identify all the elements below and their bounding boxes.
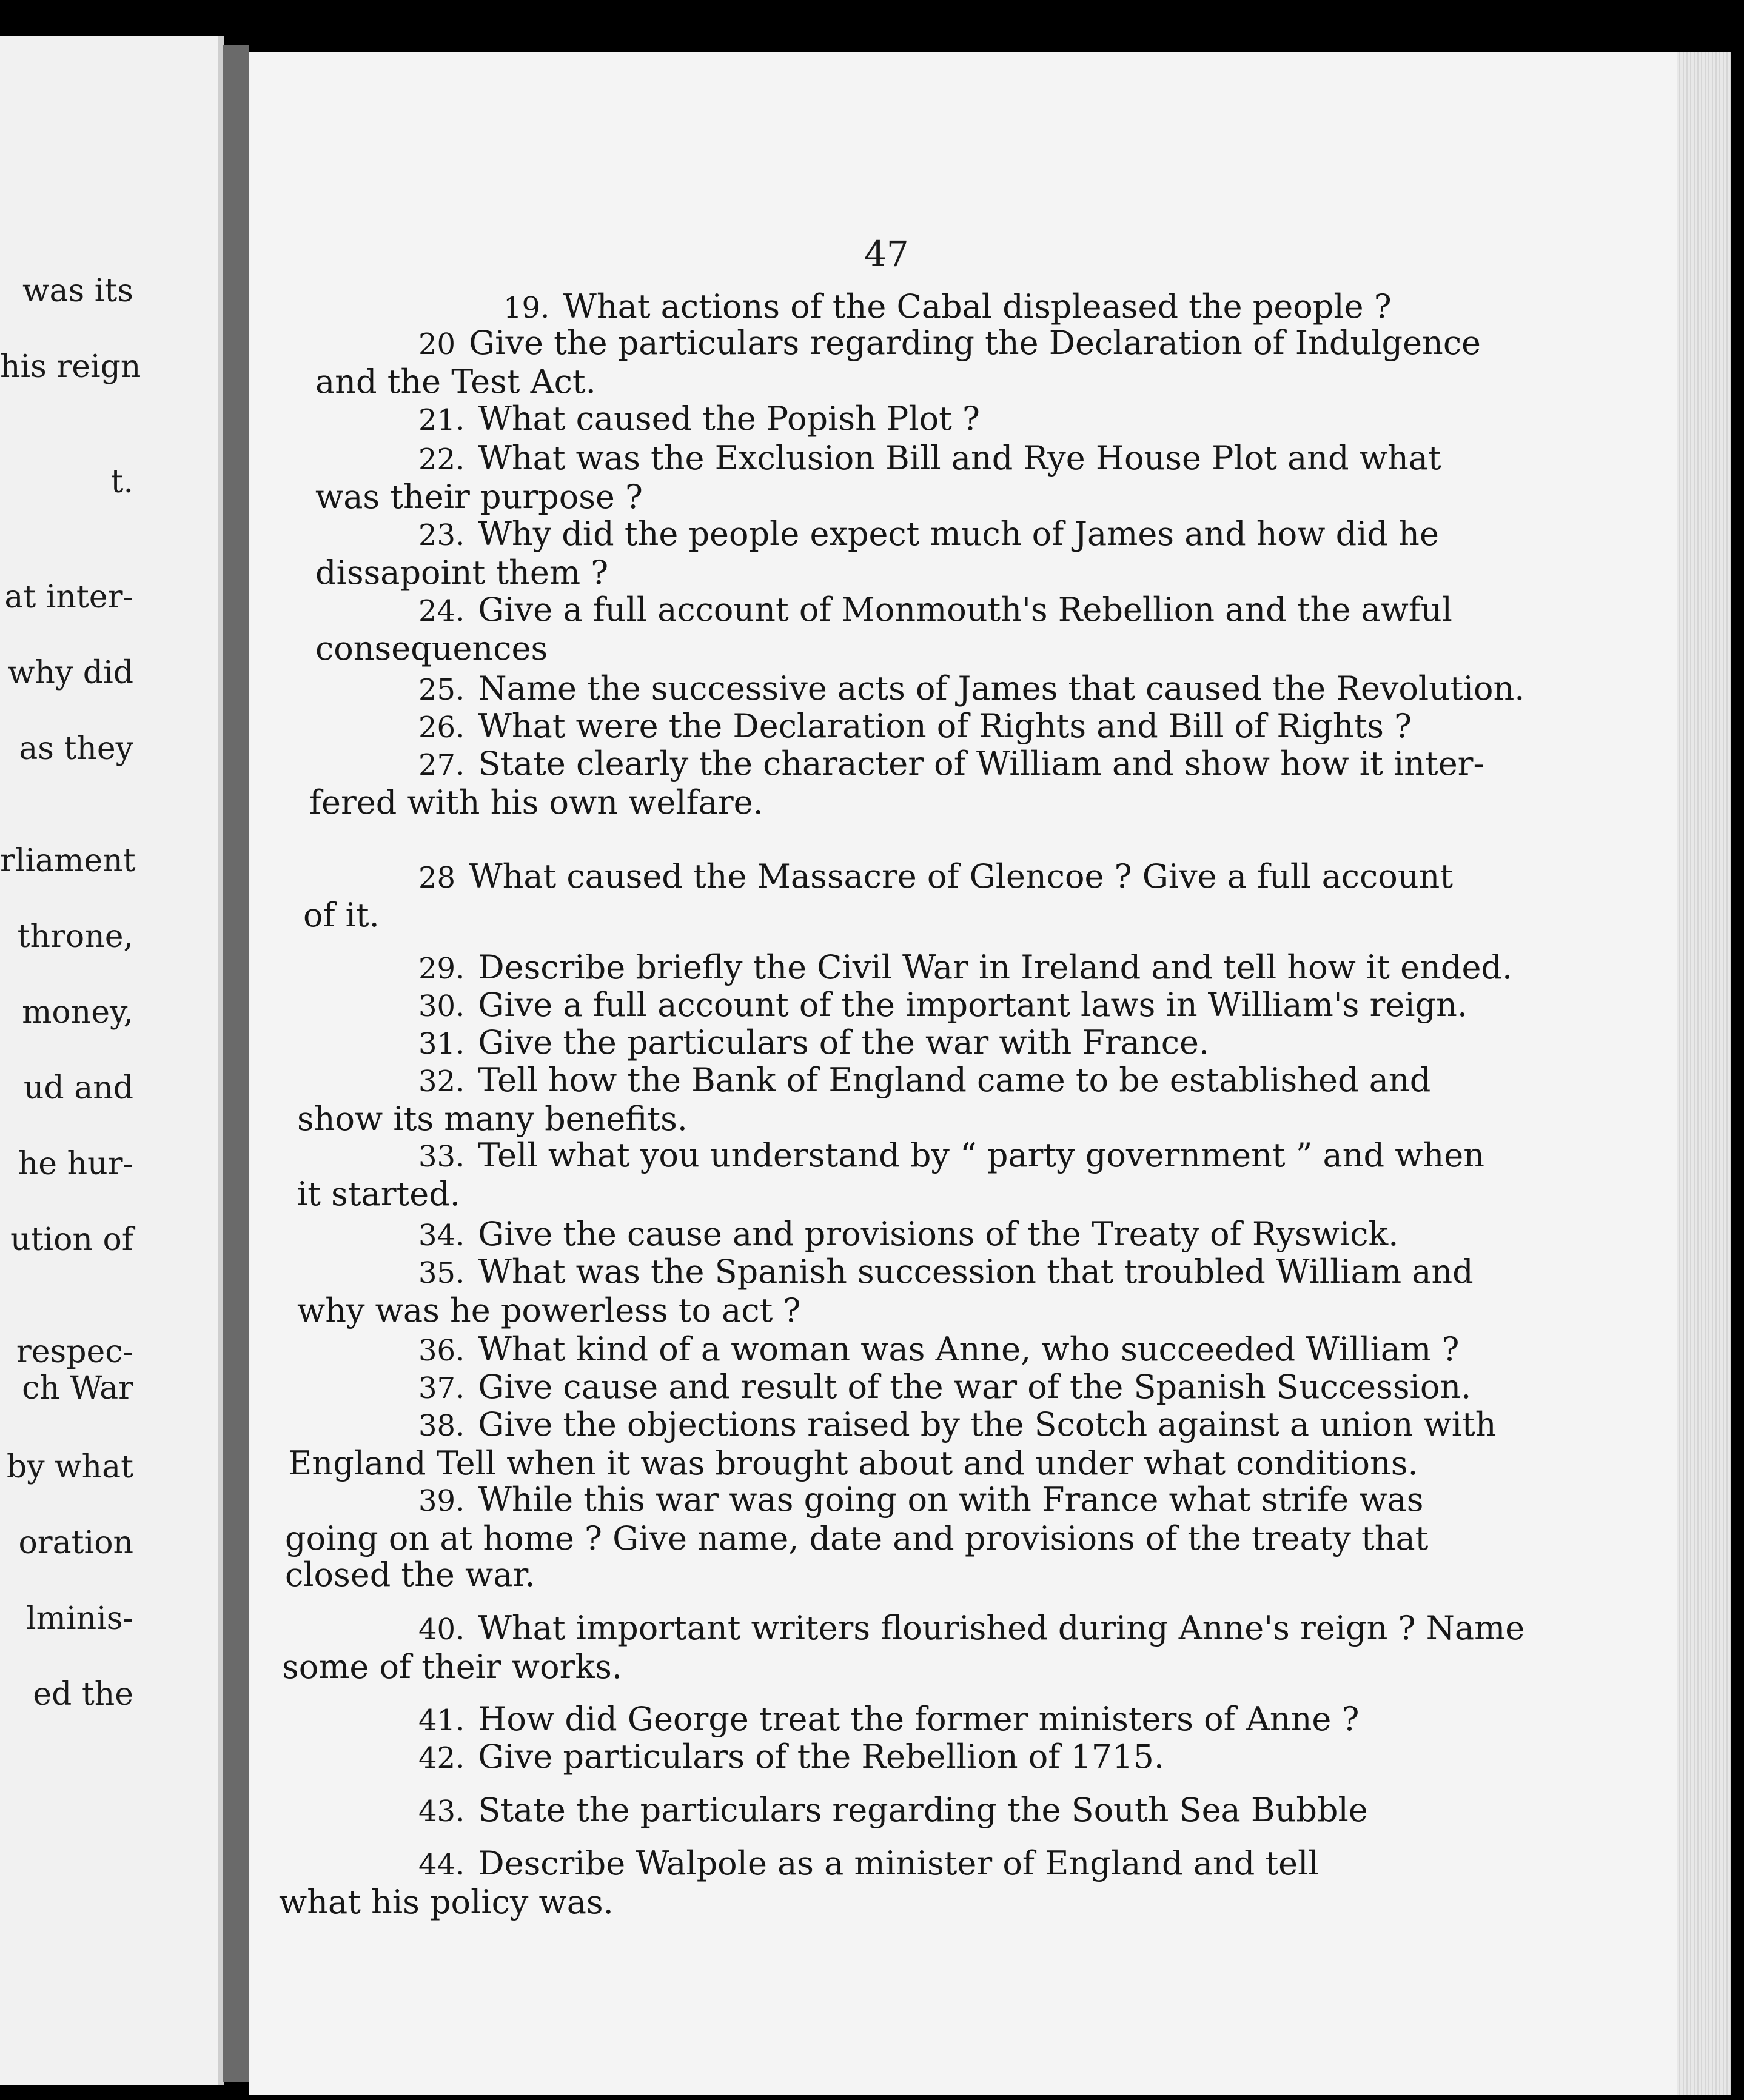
left-page-line: ud and xyxy=(23,1070,133,1106)
left-page-line: t. xyxy=(110,464,133,500)
book-spine-shadow xyxy=(223,45,249,2082)
left-page-line: money, xyxy=(22,994,133,1031)
question: 42. Give particulars of the Rebellion of 1715. xyxy=(418,1737,1165,1776)
left-page-line: ution of xyxy=(10,1222,133,1258)
left-page-line: throne, xyxy=(17,918,133,955)
left-page-line: lminis- xyxy=(26,1600,133,1637)
left-page xyxy=(0,36,224,2085)
left-page-line: at inter- xyxy=(4,579,133,615)
question: 39. While this war was going on with France what strife was going on at home ? Give name, date and provisions of the treaty that xyxy=(285,1480,1429,1557)
question: 33. Tell what you understand by “ party government ” and when it started. xyxy=(297,1136,1484,1213)
question: closed the war. xyxy=(285,1556,535,1594)
right-page xyxy=(249,52,1731,2095)
question: 20 Give the particulars regarding the Declaration of Indulgence and the Test Act. xyxy=(315,324,1481,401)
question: 31. Give the particulars of the war with France. xyxy=(418,1023,1210,1062)
question: 43. State the particulars regarding the South Sea Bubble xyxy=(418,1791,1368,1829)
question: 28 What caused the Massacre of Glencoe ? Give a full account of it. xyxy=(303,857,1454,934)
question: 21. What caused the Popish Plot ? xyxy=(418,400,980,438)
question: 29. Describe briefly the Civil War in Ireland and tell how it ended. xyxy=(418,948,1513,986)
question: 36. What kind of a woman was Anne, who succeeded William ? xyxy=(418,1330,1460,1368)
left-page-line: why did xyxy=(7,655,133,691)
question: 32. Tell how the Bank of England came to be established and show its many benefits. xyxy=(297,1061,1431,1138)
left-page-line: rliament xyxy=(0,843,136,879)
question: 37. Give cause and result of the war of the Spanish Succession. xyxy=(418,1368,1472,1406)
question: 25. Name the successive acts of James that caused the Revolution. xyxy=(418,669,1525,707)
question: 30. Give a full account of the important laws in William's reign. xyxy=(418,986,1468,1024)
left-page-line: by what xyxy=(6,1449,133,1485)
left-page-line: ed the xyxy=(33,1676,133,1713)
left-page-line: respec- xyxy=(16,1334,133,1370)
question: 38. Give the objections raised by the Scotch against a union with England Tell when it was brought about and under what conditions. xyxy=(288,1405,1497,1482)
page-edge xyxy=(1677,52,1731,2095)
question: 24. Give a full account of Monmouth's Rebellion and the awful consequences xyxy=(315,590,1452,667)
question: 19. What actions of the Cabal displeased the people ? xyxy=(503,287,1392,326)
question: 41. How did George treat the former ministers of Anne ? xyxy=(418,1700,1360,1738)
left-page-line: he hur- xyxy=(18,1146,133,1182)
question: 27. State clearly the character of William and show how it inter- fered with his own welfare. xyxy=(309,744,1484,821)
left-page-line: ch War xyxy=(22,1370,133,1406)
page-number: 47 xyxy=(864,233,909,275)
question: 40. What important writers flourished during Anne's reign ? Name some of their works. xyxy=(282,1609,1525,1686)
question: 35. What was the Spanish succession that troubled William and why was he powerless to act ? xyxy=(297,1252,1474,1329)
left-page-line: oration xyxy=(18,1525,133,1561)
question: 23. Why did the people expect much of James and how did he dissapoint them ? xyxy=(315,515,1439,592)
question: 26. What were the Declaration of Rights and Bill of Rights ? xyxy=(418,707,1412,745)
left-page-line: his reign xyxy=(0,349,141,385)
question: 44. Describe Walpole as a minister of England and tell what his policy was. xyxy=(279,1844,1319,1921)
left-page-line: as they xyxy=(19,731,133,767)
left-page-line: was its xyxy=(22,273,133,309)
question: 22. What was the Exclusion Bill and Rye House Plot and what was their purpose ? xyxy=(315,439,1441,516)
question: 34. Give the cause and provisions of the Treaty of Ryswick. xyxy=(418,1215,1399,1253)
